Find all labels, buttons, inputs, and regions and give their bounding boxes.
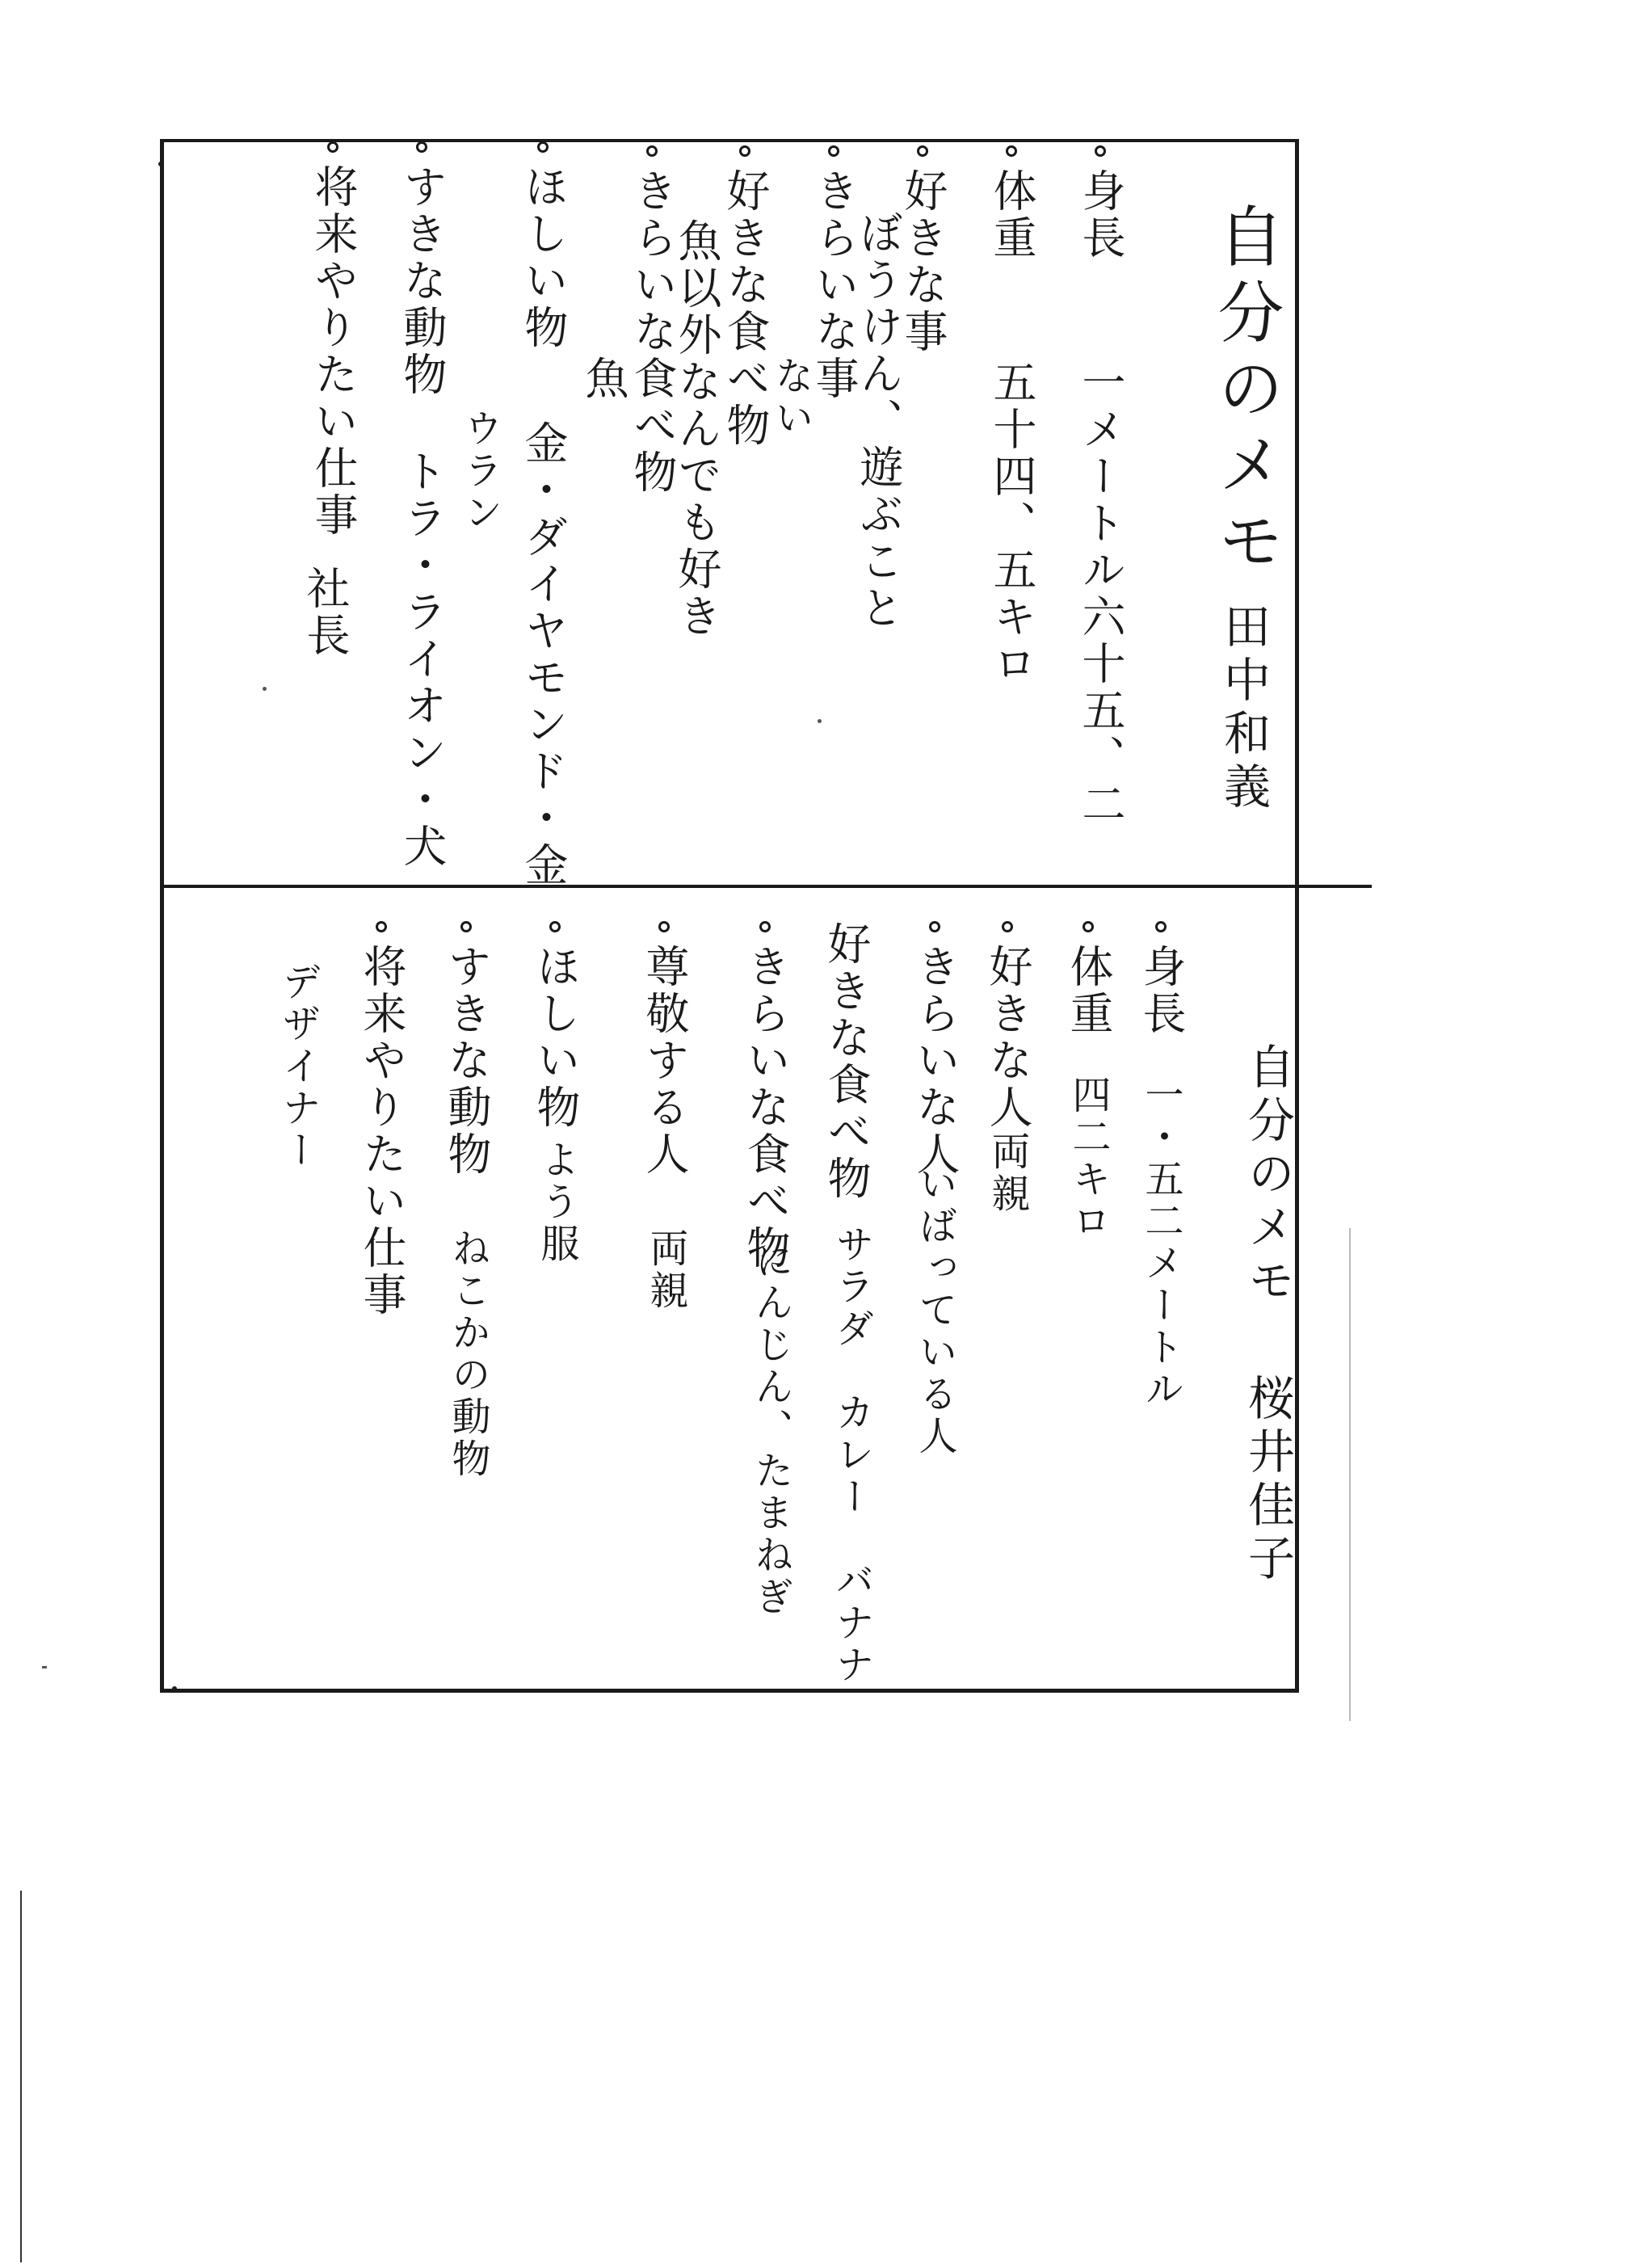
line-label: きらいな食べ物 [740, 944, 791, 1272]
bottom-line-disliked-food-value: にんじん、たまねぎ [748, 1240, 793, 1618]
line-label: 体重 [1063, 944, 1114, 1037]
line-label: 身長 [1075, 168, 1126, 262]
top-line-likes [898, 145, 948, 356]
bottom-line-disliked-food [740, 921, 791, 1272]
bullet-icon [828, 145, 839, 157]
line-label: きらいな食べ物 [627, 168, 678, 496]
bullet-icon [1095, 145, 1106, 157]
top-memo-author: 田中和義 [1216, 602, 1271, 815]
bullet-icon [549, 921, 561, 932]
line-label: 身長 [1136, 944, 1187, 1037]
top-line-future-job [308, 141, 359, 539]
bullet-icon [1083, 921, 1094, 932]
bullet-icon [646, 145, 658, 157]
top-line-fav-food-value: 魚以外なんでも好き [671, 218, 722, 640]
scan-artifact-edge [20, 1891, 22, 2262]
top-line-wants [518, 141, 569, 351]
bottom-line-fav-food [821, 921, 872, 1202]
line-label: 好きな食べ物 [821, 921, 872, 1202]
bullet-icon [327, 141, 338, 153]
bullet-icon [658, 921, 670, 932]
line-label: 好きな事 [898, 168, 948, 356]
bottom-line-respected [639, 921, 690, 1178]
bottom-line-disliked-person-value: いばっている人 [912, 1163, 957, 1458]
top-line-fav-animal-value: トラ・ライオン・犬 [397, 448, 448, 870]
top-line-height [1075, 145, 1126, 262]
bottom-line-wants [530, 921, 581, 1131]
scan-speck [42, 1666, 47, 1668]
bottom-line-future-job-value: デザイナー [275, 961, 321, 1172]
bottom-line-weight-value: 四二キロ [1066, 1075, 1111, 1243]
top-line-disliked-food-value: 魚 [578, 356, 629, 402]
bottom-line-respected-value: 両親 [643, 1228, 688, 1312]
bullet-icon [1006, 145, 1017, 157]
bullet-icon [739, 145, 750, 157]
line-label: 好きな人 [982, 944, 1033, 1131]
top-line-fav-food [720, 145, 771, 449]
top-line-dislikes [809, 145, 860, 402]
scan-speck [818, 719, 822, 723]
bottom-line-disliked-person [910, 921, 961, 1178]
bullet-icon [759, 921, 771, 932]
bullet-icon [376, 921, 387, 932]
scan-artifact-line [1349, 1228, 1351, 1721]
bottom-line-fav-person-value: 両親 [985, 1131, 1030, 1215]
frame-mark [158, 162, 163, 166]
bottom-line-future-job [356, 921, 407, 1319]
line-label: ほしい物 [530, 944, 581, 1131]
scan-speck [263, 687, 267, 691]
top-memo-title: 自分のメモ [1207, 202, 1284, 582]
bullet-icon [929, 921, 940, 932]
bottom-line-fav-food-value: サラダ カレー バナナ [829, 1224, 874, 1686]
bottom-line-wants-value: よう服 [534, 1139, 579, 1265]
line-label: すきな動物 [441, 944, 492, 1178]
top-line-weight [986, 145, 1037, 262]
bottom-line-fav-animal-value: ねこかの動物 [445, 1228, 490, 1480]
bottom-line-height [1136, 921, 1187, 1037]
bullet-icon [537, 141, 549, 153]
top-line-fav-animal [397, 141, 448, 398]
line-label: ほしい物 [518, 164, 569, 351]
line-label: 体重 [986, 168, 1037, 262]
top-line-wants-value: 金・ダイヤモンド・金 [518, 420, 569, 889]
bullet-icon [917, 145, 928, 157]
bottom-line-height-value: 一・五二メートル [1138, 1075, 1183, 1411]
top-line-wants-value-2: ウラン [457, 408, 502, 534]
line-label: 将来やりたい仕事 [308, 164, 359, 539]
bullet-icon [1002, 921, 1013, 932]
bottom-line-weight [1063, 921, 1114, 1037]
top-line-future-job-value: 社長 [300, 566, 351, 659]
bottom-memo-author: 桜井佳子 [1240, 1374, 1295, 1587]
top-line-likes-value: ぼうけん、遊ぶこと [853, 210, 904, 632]
frame-mark [172, 1686, 177, 1691]
top-line-disliked-food [627, 145, 678, 496]
line-label: きらいな人 [910, 944, 961, 1178]
bullet-icon [460, 921, 472, 932]
bottom-line-fav-person [982, 921, 1033, 1131]
top-line-weight-value: 五十四、五キロ [986, 360, 1037, 688]
top-line-height-value: 一メートル六十五、二 [1075, 360, 1126, 828]
line-label: 好きな食べ物 [720, 168, 771, 449]
bullet-icon [1155, 921, 1167, 932]
line-label: きらいな事 [809, 168, 860, 402]
memo-divider [160, 885, 1372, 888]
top-line-dislikes-value: ない [768, 356, 813, 440]
line-label: 尊敬する人 [639, 944, 690, 1178]
line-label: 将来やりたい仕事 [356, 944, 407, 1319]
line-label: すきな動物 [397, 164, 448, 398]
bullet-icon [416, 141, 427, 153]
bottom-line-fav-animal [441, 921, 492, 1178]
bottom-memo-title: 自分のメモ [1240, 1042, 1295, 1309]
